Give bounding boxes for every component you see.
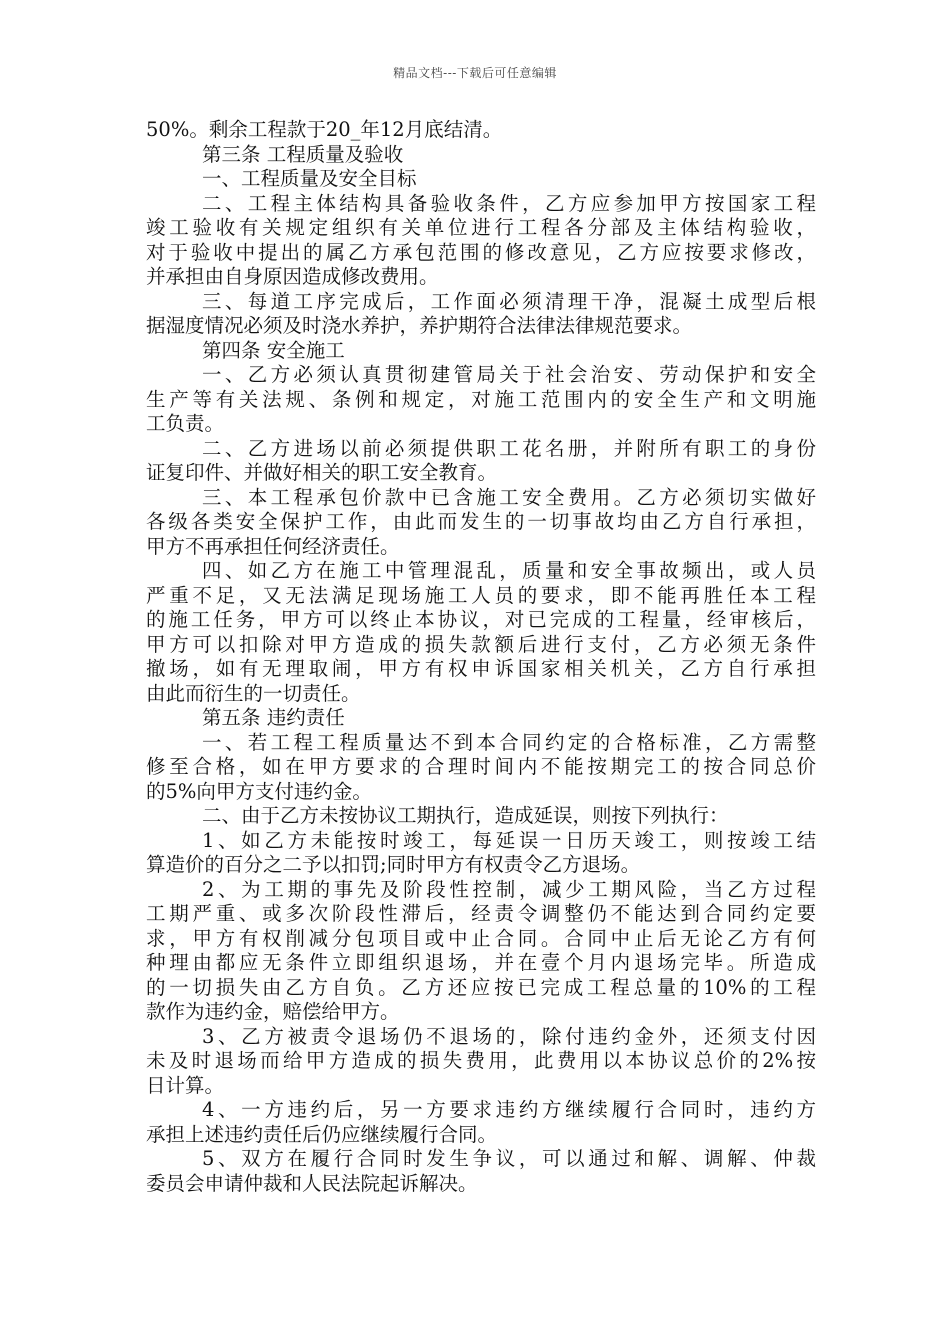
text-line: 对于验收中提出的属乙方承包范围的修改意见，乙方应按要求修改， xyxy=(146,240,816,264)
text-line: 第三条 工程质量及验收 xyxy=(202,142,404,166)
text-line: 的一切损失由乙方自负。乙方还应按已完成工程总量的10%的工程 xyxy=(146,975,816,999)
text-line: 甲方可以扣除对甲方造成的损失款额后进行支付，乙方必须无条件 xyxy=(146,632,816,656)
text-line: 求，甲方有权削减分包项目或中止合同。合同中止后无论乙方有何 xyxy=(146,926,816,950)
text-line: 撤场，如有无理取闹，甲方有权申诉国家相关机关，乙方自行承担 xyxy=(146,657,816,680)
text-line: 甲方不再承担任何经济责任。 xyxy=(146,534,400,558)
text-line: 50%。剩余工程款于20_年12月底结清。 xyxy=(146,118,503,141)
text-line: 日计算。 xyxy=(146,1073,225,1097)
text-line: 一、乙方必须认真贯彻建管局关于社会治安、劳动保护和安全 xyxy=(202,363,816,386)
text-line: 三、本工程承包价款中已含施工安全费用。乙方必须切实做好 xyxy=(202,485,816,509)
text-line: 第五条 违约责任 xyxy=(202,706,345,729)
text-line: 种理由都应无条件立即组织退场，并在壹个月内退场完毕。所造成 xyxy=(146,951,816,974)
text-line: 2、为工期的事先及阶段性控制，减少工期风险，当乙方过程 xyxy=(202,877,816,901)
text-line: 1、如乙方未能按时竣工，每延误一日历天竣工，则按竣工结 xyxy=(202,828,816,852)
text-line: 委员会申请仲裁和人民法院起诉解决。 xyxy=(146,1171,478,1195)
text-line: 竣工验收有关规定组织有关单位进行工程各分部及主体结构验收， xyxy=(146,216,816,239)
text-line: 四、如乙方在施工中管理混乱，质量和安全事故频出，或人员 xyxy=(202,559,816,582)
text-line: 工负责。 xyxy=(146,412,225,435)
text-line: 三、每道工序完成后，工作面必须清理干净，混凝土成型后根 xyxy=(202,289,816,313)
text-line: 4、一方违约后，另一方要求违约方继续履行合同时，违约方 xyxy=(202,1098,816,1121)
text-line: 二、工程主体结构具备验收条件，乙方应参加甲方按国家工程 xyxy=(202,191,816,215)
text-line: 第四条 安全施工 xyxy=(202,338,345,362)
text-line: 各级各类安全保护工作，由此而发生的一切事故均由乙方自行承担， xyxy=(146,510,816,533)
text-line: 未及时退场而给甲方造成的损失费用，此费用以本协议总价的2%按 xyxy=(146,1049,816,1072)
text-line: 修至合格，如在甲方要求的合理时间内不能按期完工的按合同总价 xyxy=(146,755,816,778)
text-line: 据湿度情况必须及时浇水养护，养护期符合法律法律规范要求。 xyxy=(146,314,693,337)
text-line: 二、由于乙方未按协议工期执行，造成延误，则按下列执行： xyxy=(202,804,729,827)
text-line: 证复印件、并做好相关的职工安全教育。 xyxy=(146,461,498,484)
text-line: 并承担由自身原因造成修改费用。 xyxy=(146,265,439,288)
document-body xyxy=(146,118,816,1196)
text-line: 一、若工程工程质量达不到本合同约定的合格标准，乙方需整 xyxy=(202,730,816,754)
text-line: 一、工程质量及安全目标 xyxy=(202,167,417,190)
text-line: 的施工任务，甲方可以终止本协议，对已完成的工程量，经审核后， xyxy=(146,608,816,631)
text-line: 的5%向甲方支付违约金。 xyxy=(146,779,372,803)
text-line: 款作为违约金，赔偿给甲方。 xyxy=(146,1000,400,1023)
page-header: 精品文档---下载后可任意编辑 xyxy=(393,66,557,80)
text-line: 生产等有关法规、条例和规定，对施工范围内的安全生产和文明施 xyxy=(146,387,816,411)
text-line: 二、乙方进场以前必须提供职工花名册，并附所有职工的身份 xyxy=(202,436,816,460)
text-line: 严重不足，又无法满足现场施工人员的要求，即不能再胜任本工程 xyxy=(146,583,816,607)
text-line: 5、双方在履行合同时发生争议，可以通过和解、调解、仲裁 xyxy=(202,1147,816,1170)
text-line: 承担上述违约责任后仍应继续履行合同。 xyxy=(146,1122,498,1146)
text-line: 算造价的百分之二予以扣罚;同时甲方有权责令乙方退场。 xyxy=(146,853,641,876)
text-line: 由此而衍生的一切责任。 xyxy=(146,681,361,705)
text-line: 3、乙方被责令退场仍不退场的，除付违约金外，还须支付因 xyxy=(202,1024,816,1048)
text-line: 工期严重、或多次阶段性滞后，经责令调整仍不能达到合同约定要 xyxy=(146,902,816,925)
